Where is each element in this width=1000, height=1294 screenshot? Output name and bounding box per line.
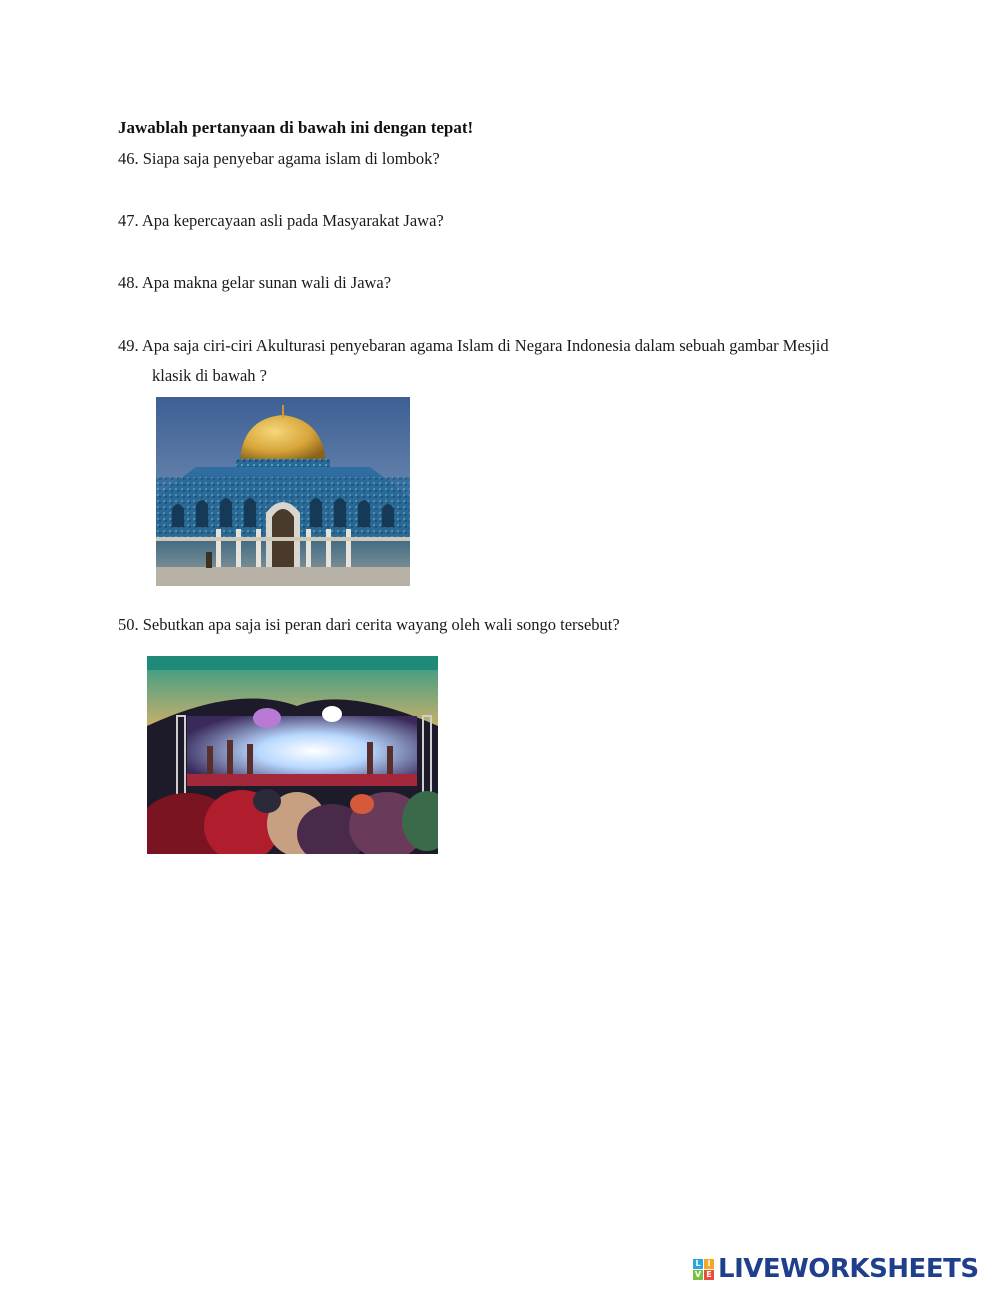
question-49 xyxy=(118,331,918,391)
question-49-text: 49. Apa saja ciri-ciri Akulturasi penyebaran agama Islam di Negara Indonesia dalam sebuah gambar Mesjid xyxy=(118,336,829,355)
question-49-continuation: klasik di bawah ? xyxy=(152,366,268,385)
wayang-performance-photo-icon xyxy=(147,656,438,854)
logo-mark-letter: L xyxy=(693,1259,703,1269)
liveworksheets-logo xyxy=(693,1254,979,1284)
instruction-heading: Jawablah pertanyaan di bawah ini dengan tepat! xyxy=(118,118,474,137)
logo-mark-letter: I xyxy=(704,1259,714,1269)
question-46: 46. Siapa saja penyebar agama islam di lombok? xyxy=(118,149,440,168)
logo-mark-letter: E xyxy=(704,1270,714,1280)
mosque-photo-icon xyxy=(156,397,410,586)
question-48: 48. Apa makna gelar sunan wali di Jawa? xyxy=(118,273,392,292)
logo-mark-letter: V xyxy=(694,1269,702,1279)
question-47: 47. Apa kepercayaan asli pada Masyarakat Jawa? xyxy=(118,211,444,230)
question-50: 50. Sebutkan apa saja isi peran dari cerita wayang oleh wali songo tersebut? xyxy=(118,615,620,634)
logo-text: LIVEWORKSHEETS xyxy=(718,1254,979,1284)
liveworksheets-mark-icon xyxy=(693,1259,714,1280)
